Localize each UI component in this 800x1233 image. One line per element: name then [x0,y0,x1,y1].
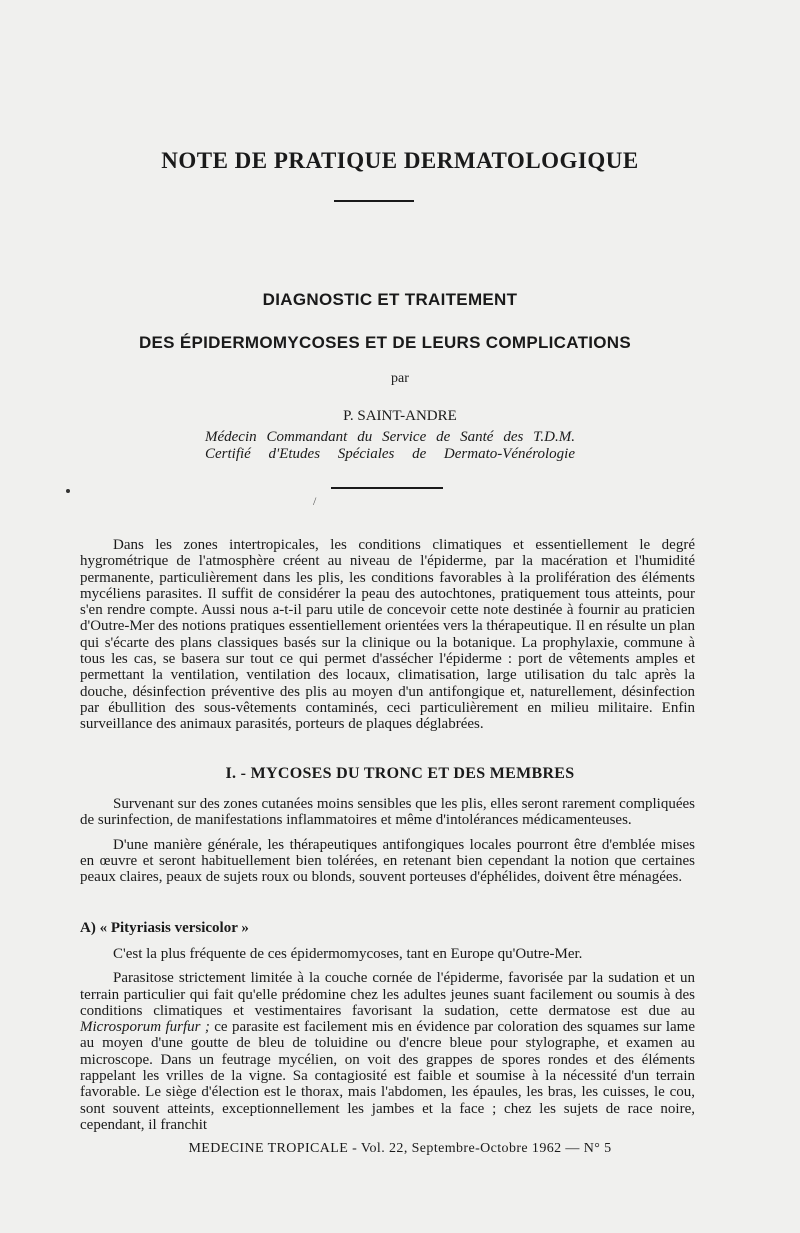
journal-footer: MEDECINE TROPICALE - Vol. 22, Septembre-Octobre 1962 — N° 5 [188,1141,612,1156]
section-1-paragraph: Survenant sur des zones cutanées moins sensibles que les plis, elles seront rarement compliquées de surinfection, de manifestations inflammatoires et même d'intolérances médicamenteuses. [80,796,695,829]
subtitle-line-2: DES ÉPIDERMOMYCOSES ET DE LEURS COMPLICATIONS [138,333,632,352]
subsection-a-heading: A) « Pityriasis versicolor » [80,920,249,936]
paragraph-text-start: Parasitose strictement limitée à la couche cornée de l'épiderme, favorisée par la sudation et un terrain particulier qui fait qu'elle prédomine chez les adultes jeunes suant facilement ou soumis à des conditions climatiques et vestimentaires favorisant la sudation, cette dermatose est due au [80,970,695,1019]
intro-section [80,537,695,741]
title-divider [334,200,414,202]
subsection-a-paragraph [80,970,695,1133]
author-affiliation-1: Médecin Commandant du Service de Santé des T.D.M. [205,429,575,445]
parasite-name: Microsporum furfur ; [80,1019,210,1036]
by-label: par [391,371,409,386]
section-1-heading: I. - MYCOSES DU TRONC ET DES MEMBRES [225,765,575,782]
scan-mark: / [313,494,317,508]
subtitle-line-1: DIAGNOSTIC ET TRAITEMENT [262,290,518,309]
scan-speck [66,489,70,493]
intro-paragraph: Dans les zones intertropicales, les conditions climatiques et essentiellement le degré hygrométrique de l'atmosphère créent au niveau de l'épiderme, par la macération et l'humidité permanente, particulièrement dans les plis, les conditions favorables à la prolifération des éléments mycéliens parasites. Il suffit de considérer la peau des autochtones, pratiquement tous atteints, pour s'en rendre compte. Aussi nous a-t-il paru utile de concevoir cette note destinée à fournir au praticien d'Outre-Mer des notions pratiques essentiellement orientées vers la thérapeutique. Il en résulte un plan qui s'écarte des plans classiques basés sur la clinique ou la botanique. La prophylaxie, commune à tous les cas, se basera sur tout ce qui permet d'assécher l'épiderme : port de vêtements amples et permettant la ventilation, ventilation des locaux, climatisation, large utilisation du talc après la douche, désinfection préventive des plis au moyen d'un antifongique et, naturellement, désinfection par ébullition des sous-vêtements contaminés, ceci particulièrement en milieu militaire. Enfin surveillance des animaux parasités, porteurs de plaques déglabrées. [80,537,695,733]
subsection-a-paragraph: C'est la plus fréquente de ces épidermomycoses, tant en Europe qu'Outre-Mer. [113,946,583,962]
author-divider [331,487,443,489]
section-1-paragraph: D'une manière générale, les thérapeutiques antifongiques locales pourront être d'emblée mises en œuvre et seront habituellement bien tolérées, en retenant bien cependant la notion que certaines peaux claires, peaux de sujets roux ou blonds, souvent porteuses d'éphélides, doivent être ménagées. [80,836,695,886]
subsection-a-body [80,946,695,1141]
document-title: NOTE DE PRATIQUE DERMATOLOGIQUE [161,148,639,173]
paragraph-text-end: ce parasite est facilement mis en évidence par coloration des squames sur lame au moyen d'une goutte de bleu de toluidine ou d'encre bleue pour stylographe, et examen au microscope. Dans un feutrage mycélien, on voit des grappes de spores rondes et des éléments rappelant les vrilles de la vigne. Sa contagiosité est faible et soumise à la nécessité d'un terrain favorable. Le siège d'élection est le thorax, mais l'abdomen, les épaules, les bras, les cuisses, le cou, sont souvent atteints, exceptionnellement les jambes et la face ; chez les sujets de race noire, cependant, il franchit [80,1019,695,1133]
section-1-body [80,796,695,893]
author-affiliation-2: Certifié d'Etudes Spéciales de Dermato-Vénérologie [205,446,575,462]
author-name: P. SAINT-ANDRE [343,408,457,424]
